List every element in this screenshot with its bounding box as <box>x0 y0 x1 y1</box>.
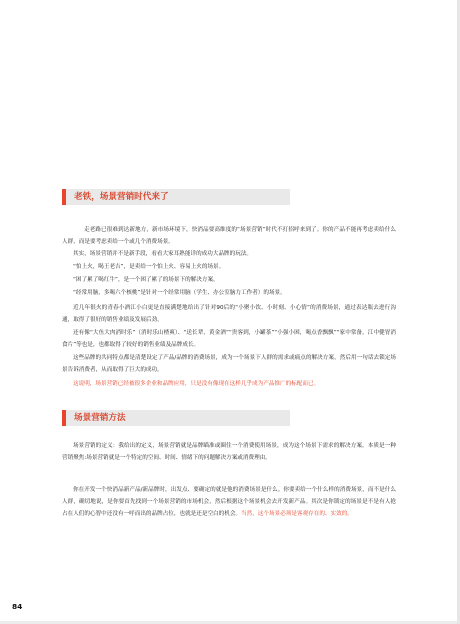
paragraph: “经常用脑，多喝六个核桃”是针对一个经常用脑（学生、办公室脑力工作者）的场景。 <box>73 290 286 296</box>
section-accent-marker <box>62 410 66 426</box>
page-number: 84 <box>12 602 23 611</box>
paragraph: 近几年很火的青春小酒江小白更是直接满楚地给出了针对90后的“小聚小饮、小时刻、小心情”的消费场景，通过表达瓶去进行沟通，取得了很好的销售业绩及发展后劲。 <box>62 305 396 324</box>
section-heading-bar <box>62 189 290 205</box>
paragraph: 场景营销的定义：我给出的定义，场景营销就是品牌瞄准或圈住一个消费使用场景，成为这个场景下需求的解决方案。本质是一种营销聚焦:场景营销就是一个特定的空间、时间、情绪下的问题解决方案或消费理由。 <box>62 443 396 462</box>
paragraph: “困了累了喝红牛”，是一个困了累了的场景下的解决方案。 <box>73 277 219 283</box>
paragraph: 这些品牌的共同特点都是清楚设定了产品/品牌的消费场景，成为一个场景下人群的需求或痛点的解决方案，然后用一句话去锁定场景告诉消费者，从而取得了巨大的成功。 <box>62 355 396 374</box>
paragraph <box>62 484 396 520</box>
highlighted-paragraph: 这说明，场景营销已经被很多企业和品牌应用，只是没有像现在这样几乎成为产品推广的标配而已。 <box>73 381 320 387</box>
emphasis-text: 当然，这个场景必须是客观存在的、实效的。 <box>241 511 353 518</box>
paragraph: 走老路已很难到达新地方，新市场环境下，快消品要高维度的“场景营销”时代不打招呼来到了。你的产品不能再考虑卖给什么人群，而是要考虑卖给一个或几个消费场景。 <box>62 227 396 246</box>
section-heading-bar <box>62 410 290 426</box>
paragraph: “怕上火，喝王老吉”，是卖给一个怕上火、容易上火的场景。 <box>73 264 225 270</box>
paragraph-text: 你在开发一个快消品新产品/新品牌时，出发点、要确定的就是他的消费场景是什么。你要卖给一个什么样的消费场景，而不是什么人群，确切地说，是你要首先找到一个场景营销的市场机会，然后根据这个场景机会去开发新产品。其次是你锁定的场景是不是有人抢占在人们的心智中还没有一呼而出的品牌占位，也就是还是空白的机会。 <box>62 487 396 518</box>
section-title: 场景营销方法 <box>74 413 126 423</box>
paragraph: 其实，场景营销并不是新手段，看看大家耳熟能详的成功大品牌的玩法。 <box>73 251 253 257</box>
paragraph: 还有像“大鱼大肉消时乐”（消时乐山楂爽）、“送长辈，黄金酒”“贵客到，小罐茶”“小强小困，喝点香飘飘”“家中常备，江中健胃消食片”等也是，也都取得了较好的销售业绩及品牌成长。 <box>62 330 396 349</box>
section-title: 老铁，场景营销时代来了 <box>74 192 169 202</box>
section-accent-marker <box>62 189 66 205</box>
